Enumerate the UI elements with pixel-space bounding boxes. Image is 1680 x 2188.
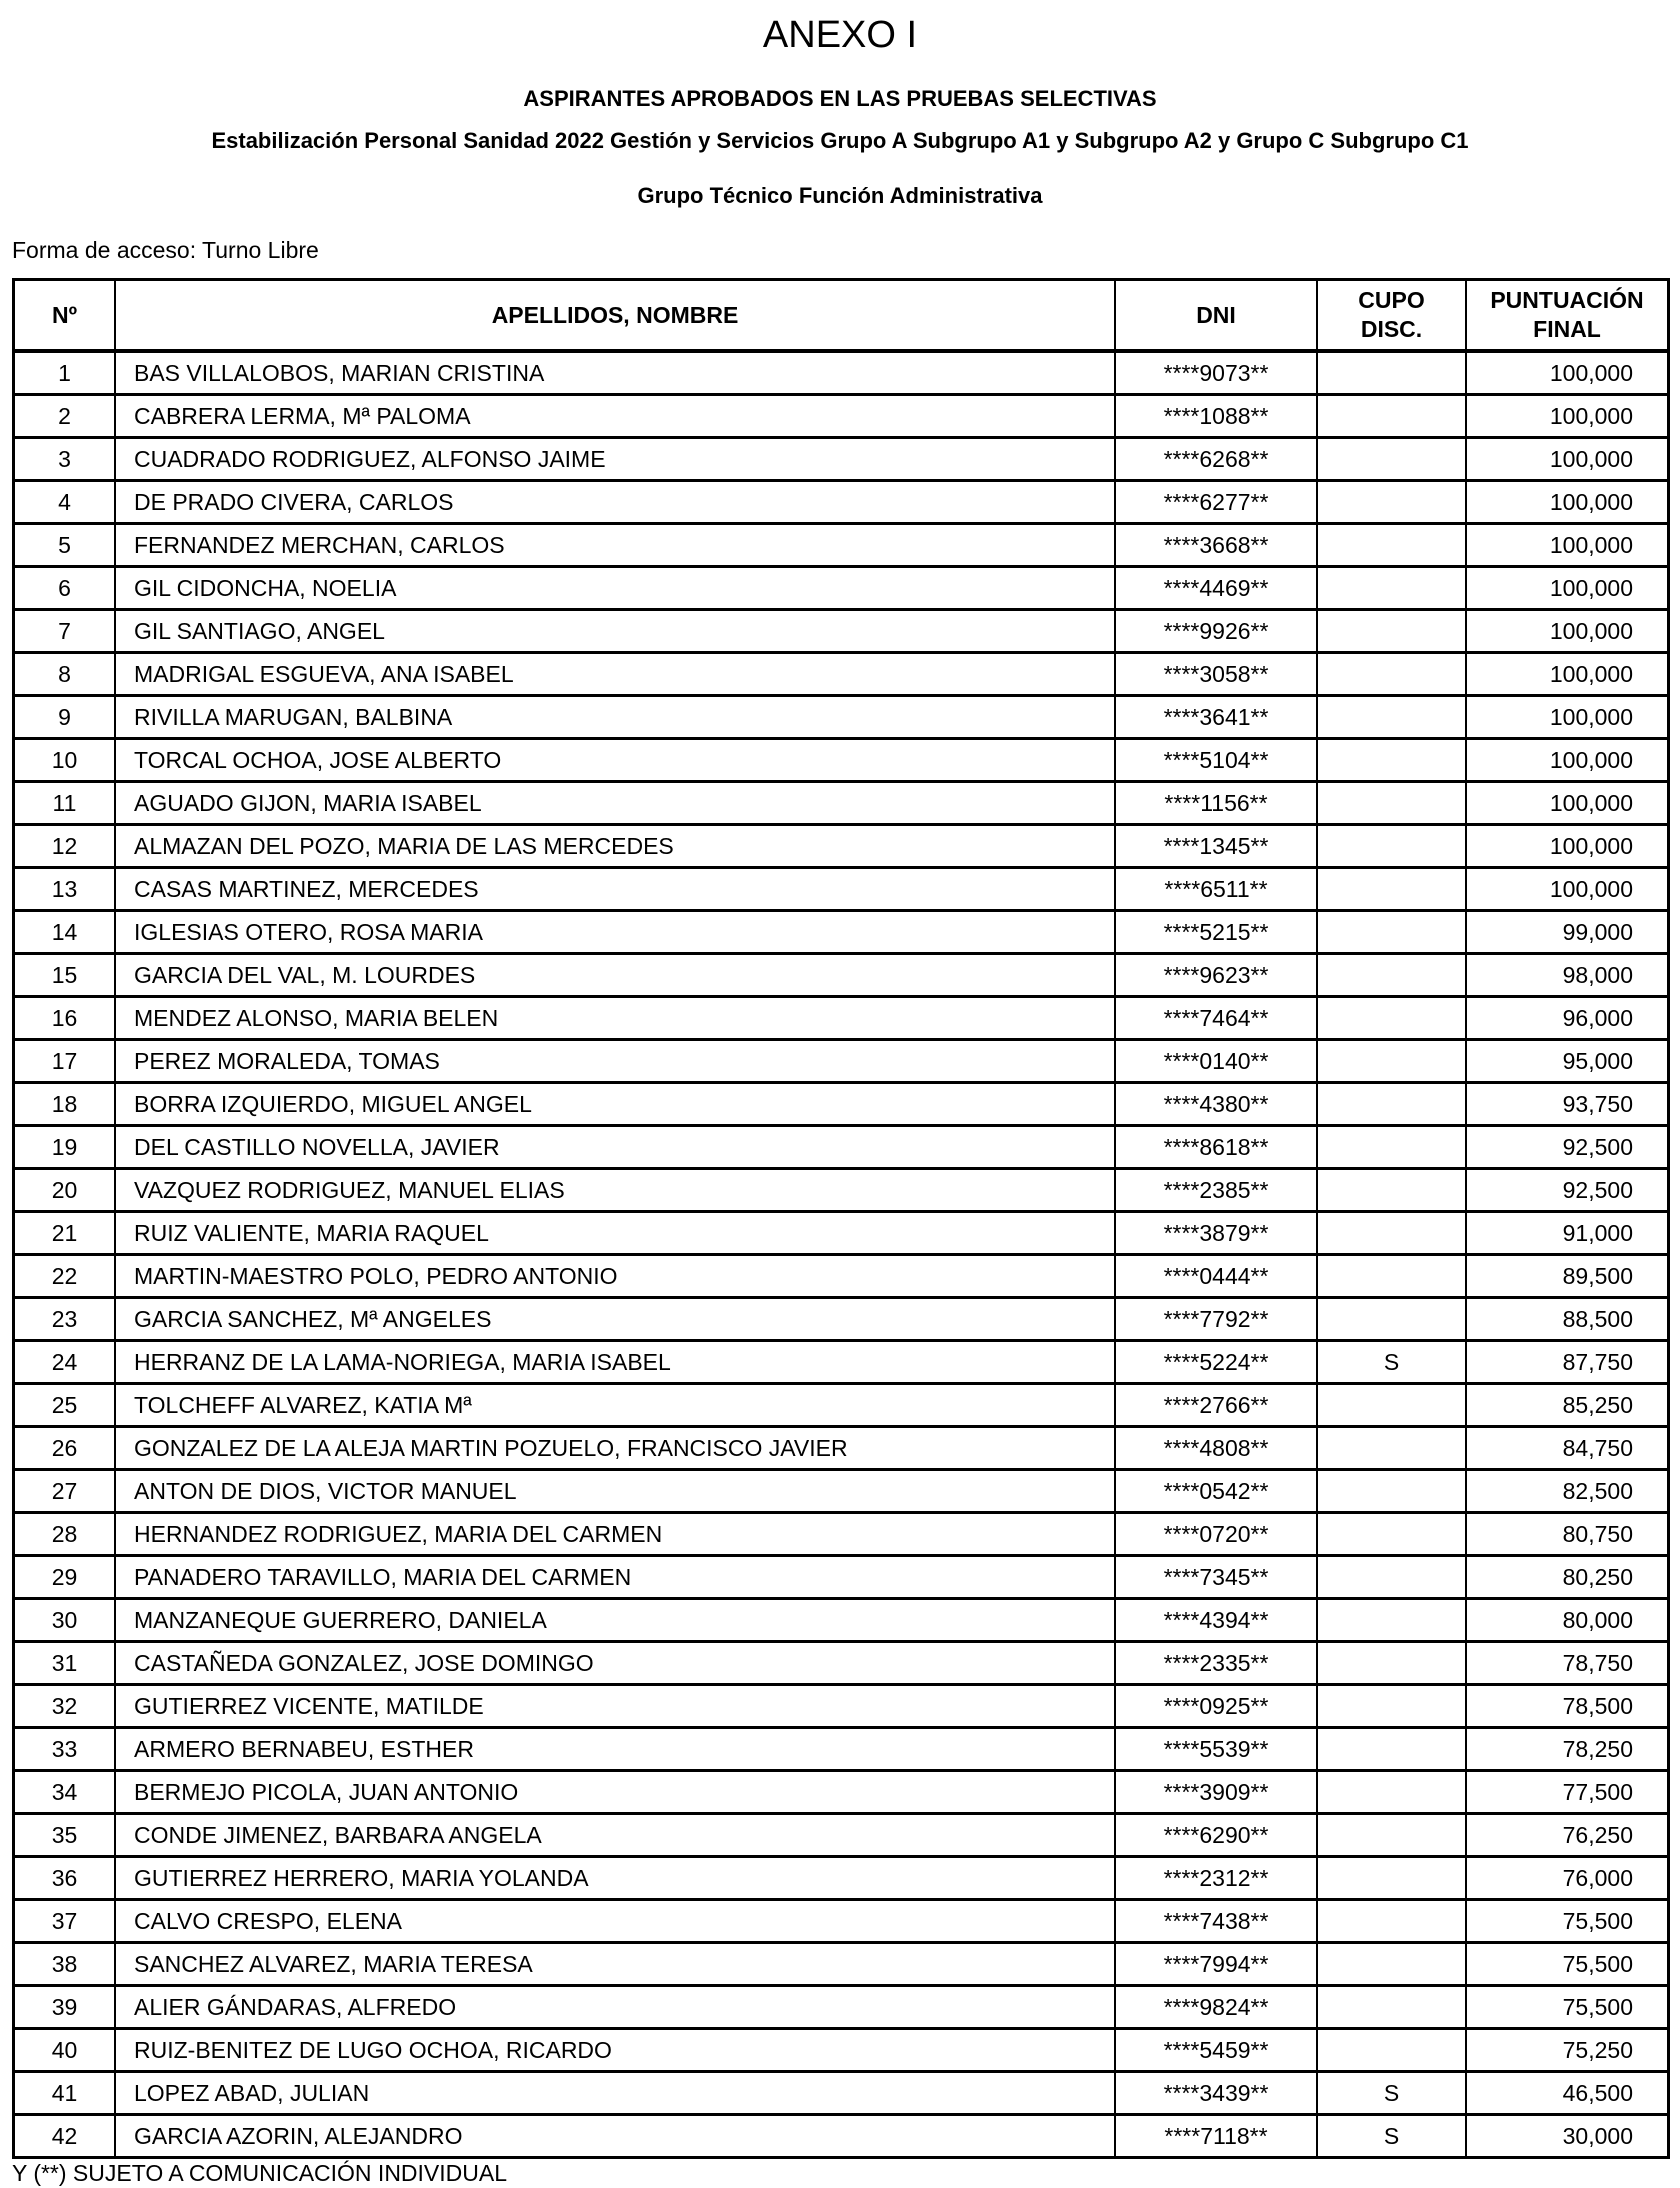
dni: ****4394** [1115,1599,1317,1642]
candidate-name: RUIZ-BENITEZ DE LUGO OCHOA, RICARDO [115,2029,1115,2072]
row-number: 1 [14,351,116,395]
header-cupo-line2: DISC. [1360,316,1423,342]
dni: ****3909** [1115,1771,1317,1814]
candidate-name: AGUADO GIJON, MARIA ISABEL [115,782,1115,825]
final-score: 77,500 [1466,1771,1669,1814]
cupo-disc [1317,481,1466,524]
final-score: 95,000 [1466,1040,1669,1083]
table-row [14,1255,1669,1298]
row-number: 17 [14,1040,116,1083]
table-row [14,438,1669,481]
row-number: 13 [14,868,116,911]
process-description: Estabilización Personal Sanidad 2022 Gestión y Servicios Grupo A Subgrupo A1 y Subgrupo A2 y Grupo C Subgrupo C1 [211,128,1469,153]
table-row [14,2072,1669,2115]
dni: ****3439** [1115,2072,1317,2115]
candidate-name: GARCIA SANCHEZ, Mª ANGELES [115,1298,1115,1341]
candidate-name: PEREZ MORALEDA, TOMAS [115,1040,1115,1083]
final-score: 98,000 [1466,954,1669,997]
candidate-name: ALIER GÁNDARAS, ALFREDO [115,1986,1115,2029]
table-row [14,1427,1669,1470]
candidate-name: VAZQUEZ RODRIGUEZ, MANUEL ELIAS [115,1169,1115,1212]
row-number: 12 [14,825,116,868]
row-number: 40 [14,2029,116,2072]
cupo-disc [1317,1814,1466,1857]
table-row [14,653,1669,696]
final-score: 75,500 [1466,1900,1669,1943]
final-score: 100,000 [1466,739,1669,782]
table-row [14,1685,1669,1728]
candidate-name: CALVO CRESPO, ELENA [115,1900,1115,1943]
cupo-disc [1317,782,1466,825]
cupo-disc [1317,1427,1466,1470]
row-number: 38 [14,1943,116,1986]
table-row [14,825,1669,868]
cupo-disc [1317,610,1466,653]
table-row [14,1341,1669,1384]
row-number: 5 [14,524,116,567]
subtitle: ASPIRANTES APROBADOS EN LAS PRUEBAS SELECTIVAS [523,86,1157,111]
final-score: 100,000 [1466,351,1669,395]
table-row [14,481,1669,524]
candidate-name: RIVILLA MARUGAN, BALBINA [115,696,1115,739]
candidate-name: ARMERO BERNABEU, ESTHER [115,1728,1115,1771]
dni: ****0444** [1115,1255,1317,1298]
dni: ****9073** [1115,351,1317,395]
final-score: 100,000 [1466,782,1669,825]
table-row [14,1556,1669,1599]
table-row [14,1083,1669,1126]
table-row [14,868,1669,911]
cupo-disc [1317,825,1466,868]
header-score-line1: PUNTUACIÓN [1490,287,1644,313]
final-score: 85,250 [1466,1384,1669,1427]
table-row [14,2029,1669,2072]
table-row [14,1169,1669,1212]
dni: ****0140** [1115,1040,1317,1083]
final-score: 30,000 [1466,2115,1669,2158]
row-number: 18 [14,1083,116,1126]
header-cupo [1317,280,1466,352]
dni: ****3879** [1115,1212,1317,1255]
cupo-disc [1317,1255,1466,1298]
row-number: 39 [14,1986,116,2029]
dni: ****2766** [1115,1384,1317,1427]
final-score: 89,500 [1466,1255,1669,1298]
dni: ****2312** [1115,1857,1317,1900]
table-row [14,1642,1669,1685]
candidate-name: MARTIN-MAESTRO POLO, PEDRO ANTONIO [115,1255,1115,1298]
cupo-disc [1317,524,1466,567]
table-row [14,782,1669,825]
row-number: 28 [14,1513,116,1556]
candidate-name: DEL CASTILLO NOVELLA, JAVIER [115,1126,1115,1169]
dni: ****7438** [1115,1900,1317,1943]
row-number: 2 [14,395,116,438]
table-row [14,1040,1669,1083]
header-score [1466,280,1669,352]
final-score: 100,000 [1466,395,1669,438]
cupo-disc [1317,954,1466,997]
candidate-name: ALMAZAN DEL POZO, MARIA DE LAS MERCEDES [115,825,1115,868]
dni: ****9824** [1115,1986,1317,2029]
cupo-disc [1317,1900,1466,1943]
dni: ****3641** [1115,696,1317,739]
row-number: 25 [14,1384,116,1427]
final-score: 78,500 [1466,1685,1669,1728]
cupo-disc [1317,1083,1466,1126]
final-score: 78,750 [1466,1642,1669,1685]
cupo-disc [1317,395,1466,438]
cupo-disc [1317,1513,1466,1556]
row-number: 7 [14,610,116,653]
table-row [14,911,1669,954]
candidate-name: FERNANDEZ MERCHAN, CARLOS [115,524,1115,567]
candidate-name: PANADERO TARAVILLO, MARIA DEL CARMEN [115,1556,1115,1599]
candidate-name: BERMEJO PICOLA, JUAN ANTONIO [115,1771,1115,1814]
final-score: 91,000 [1466,1212,1669,1255]
table-row [14,1599,1669,1642]
cupo-disc [1317,739,1466,782]
final-score: 87,750 [1466,1341,1669,1384]
row-number: 30 [14,1599,116,1642]
dni: ****0542** [1115,1470,1317,1513]
candidate-name: GUTIERREZ VICENTE, MATILDE [115,1685,1115,1728]
final-score: 100,000 [1466,610,1669,653]
candidate-name: MANZANEQUE GUERRERO, DANIELA [115,1599,1115,1642]
table-row [14,1986,1669,2029]
footnote: Y (**) SUJETO A COMUNICACIÓN INDIVIDUAL [12,2160,508,2186]
cupo-disc [1317,1384,1466,1427]
row-number: 33 [14,1728,116,1771]
row-number: 20 [14,1169,116,1212]
row-number: 29 [14,1556,116,1599]
final-score: 82,500 [1466,1470,1669,1513]
dni: ****7464** [1115,997,1317,1040]
final-score: 100,000 [1466,524,1669,567]
row-number: 23 [14,1298,116,1341]
row-number: 14 [14,911,116,954]
table-row [14,1900,1669,1943]
cupo-disc [1317,2029,1466,2072]
row-number: 36 [14,1857,116,1900]
group-name: Grupo Técnico Función Administrativa [637,183,1043,208]
cupo-disc [1317,1642,1466,1685]
table-row [14,997,1669,1040]
row-number: 24 [14,1341,116,1384]
dni: ****7994** [1115,1943,1317,1986]
table-row [14,696,1669,739]
candidate-name: BAS VILLALOBOS, MARIAN CRISTINA [115,351,1115,395]
candidate-name: IGLESIAS OTERO, ROSA MARIA [115,911,1115,954]
table-row [14,1513,1669,1556]
cupo-disc [1317,911,1466,954]
table-row [14,1126,1669,1169]
table-row [14,1728,1669,1771]
final-score: 100,000 [1466,653,1669,696]
cupo-disc [1317,1470,1466,1513]
final-score: 46,500 [1466,2072,1669,2115]
header-cupo-line1: CUPO [1358,287,1425,313]
dni: ****7345** [1115,1556,1317,1599]
table-row [14,610,1669,653]
dni: ****5224** [1115,1341,1317,1384]
candidate-name: GARCIA AZORIN, ALEJANDRO [115,2115,1115,2158]
dni: ****0925** [1115,1685,1317,1728]
header-number: Nº [14,280,116,352]
candidate-name: ANTON DE DIOS, VICTOR MANUEL [115,1470,1115,1513]
cupo-disc [1317,351,1466,395]
page-title: ANEXO I [762,14,918,56]
final-score: 92,500 [1466,1126,1669,1169]
candidate-name: GIL CIDONCHA, NOELIA [115,567,1115,610]
final-score: 78,250 [1466,1728,1669,1771]
row-number: 22 [14,1255,116,1298]
cupo-disc [1317,1986,1466,2029]
final-score: 80,750 [1466,1513,1669,1556]
cupo-disc [1317,868,1466,911]
final-score: 93,750 [1466,1083,1669,1126]
dni: ****7118** [1115,2115,1317,2158]
cupo-disc [1317,1685,1466,1728]
row-number: 21 [14,1212,116,1255]
header-name: APELLIDOS, NOMBRE [115,280,1115,352]
row-number: 8 [14,653,116,696]
final-score: 76,000 [1466,1857,1669,1900]
cupo-disc: S [1317,2072,1466,2115]
cupo-disc [1317,567,1466,610]
table-row [14,2115,1669,2158]
candidate-name: TORCAL OCHOA, JOSE ALBERTO [115,739,1115,782]
cupo-disc [1317,1040,1466,1083]
cupo-disc [1317,1298,1466,1341]
final-score: 100,000 [1466,567,1669,610]
cupo-disc [1317,1599,1466,1642]
cupo-disc [1317,1771,1466,1814]
dni: ****3668** [1115,524,1317,567]
table-row [14,1298,1669,1341]
candidate-name: CASAS MARTINEZ, MERCEDES [115,868,1115,911]
dni: ****0720** [1115,1513,1317,1556]
final-score: 75,500 [1466,1943,1669,1986]
header-score-line2: FINAL [1533,316,1601,342]
final-score: 99,000 [1466,911,1669,954]
cupo-disc [1317,1728,1466,1771]
cupo-disc [1317,1169,1466,1212]
dni: ****4380** [1115,1083,1317,1126]
table-row [14,1943,1669,1986]
final-score: 75,250 [1466,2029,1669,2072]
row-number: 37 [14,1900,116,1943]
final-score: 100,000 [1466,868,1669,911]
dni: ****7792** [1115,1298,1317,1341]
candidate-name: RUIZ VALIENTE, MARIA RAQUEL [115,1212,1115,1255]
row-number: 15 [14,954,116,997]
candidate-name: GARCIA DEL VAL, M. LOURDES [115,954,1115,997]
final-score: 80,000 [1466,1599,1669,1642]
dni: ****5459** [1115,2029,1317,2072]
final-score: 100,000 [1466,825,1669,868]
dni: ****5539** [1115,1728,1317,1771]
candidate-name: CONDE JIMENEZ, BARBARA ANGELA [115,1814,1115,1857]
row-number: 11 [14,782,116,825]
access-mode: Forma de acceso: Turno Libre [12,237,319,263]
final-score: 88,500 [1466,1298,1669,1341]
final-score: 100,000 [1466,696,1669,739]
final-score: 100,000 [1466,438,1669,481]
row-number: 34 [14,1771,116,1814]
table-row [14,739,1669,782]
table-header [14,280,1669,352]
row-number: 35 [14,1814,116,1857]
dni: ****6268** [1115,438,1317,481]
table-row [14,1857,1669,1900]
table-row [14,954,1669,997]
cupo-disc [1317,696,1466,739]
cupo-disc [1317,653,1466,696]
row-number: 42 [14,2115,116,2158]
candidate-name: CABRERA LERMA, Mª PALOMA [115,395,1115,438]
dni: ****3058** [1115,653,1317,696]
row-number: 31 [14,1642,116,1685]
table-row [14,1771,1669,1814]
candidate-name: BORRA IZQUIERDO, MIGUEL ANGEL [115,1083,1115,1126]
cupo-disc: S [1317,2115,1466,2158]
row-number: 9 [14,696,116,739]
candidate-name: MADRIGAL ESGUEVA, ANA ISABEL [115,653,1115,696]
table-row [14,395,1669,438]
cupo-disc [1317,1126,1466,1169]
header-dni: DNI [1115,280,1317,352]
dni: ****9926** [1115,610,1317,653]
dni: ****5104** [1115,739,1317,782]
table-row [14,351,1669,395]
candidate-name: LOPEZ ABAD, JULIAN [115,2072,1115,2115]
cupo-disc [1317,1212,1466,1255]
candidate-name: SANCHEZ ALVAREZ, MARIA TERESA [115,1943,1115,1986]
candidate-name: MENDEZ ALONSO, MARIA BELEN [115,997,1115,1040]
cupo-disc: S [1317,1341,1466,1384]
table-row [14,1212,1669,1255]
dni: ****2335** [1115,1642,1317,1685]
row-number: 26 [14,1427,116,1470]
final-score: 75,500 [1466,1986,1669,2029]
candidate-name: HERRANZ DE LA LAMA-NORIEGA, MARIA ISABEL [115,1341,1115,1384]
results-table [12,278,1670,2159]
final-score: 80,250 [1466,1556,1669,1599]
row-number: 27 [14,1470,116,1513]
final-score: 96,000 [1466,997,1669,1040]
row-number: 16 [14,997,116,1040]
candidate-name: GIL SANTIAGO, ANGEL [115,610,1115,653]
table-row [14,524,1669,567]
row-number: 32 [14,1685,116,1728]
candidate-name: GONZALEZ DE LA ALEJA MARTIN POZUELO, FRANCISCO JAVIER [115,1427,1115,1470]
dni: ****2385** [1115,1169,1317,1212]
row-number: 19 [14,1126,116,1169]
dni: ****6511** [1115,868,1317,911]
cupo-disc [1317,997,1466,1040]
dni: ****1088** [1115,395,1317,438]
table-row [14,1470,1669,1513]
row-number: 41 [14,2072,116,2115]
final-score: 92,500 [1466,1169,1669,1212]
cupo-disc [1317,438,1466,481]
table-row [14,567,1669,610]
candidate-name: HERNANDEZ RODRIGUEZ, MARIA DEL CARMEN [115,1513,1115,1556]
row-number: 6 [14,567,116,610]
candidate-name: CUADRADO RODRIGUEZ, ALFONSO JAIME [115,438,1115,481]
dni: ****5215** [1115,911,1317,954]
dni: ****4808** [1115,1427,1317,1470]
dni: ****8618** [1115,1126,1317,1169]
cupo-disc [1317,1556,1466,1599]
dni: ****9623** [1115,954,1317,997]
row-number: 4 [14,481,116,524]
final-score: 84,750 [1466,1427,1669,1470]
cupo-disc [1317,1943,1466,1986]
final-score: 76,250 [1466,1814,1669,1857]
row-number: 10 [14,739,116,782]
row-number: 3 [14,438,116,481]
dni: ****4469** [1115,567,1317,610]
cupo-disc [1317,1857,1466,1900]
dni: ****6277** [1115,481,1317,524]
candidate-name: GUTIERREZ HERRERO, MARIA YOLANDA [115,1857,1115,1900]
table-row [14,1814,1669,1857]
dni: ****1345** [1115,825,1317,868]
candidate-name: TOLCHEFF ALVAREZ, KATIA Mª [115,1384,1115,1427]
dni: ****6290** [1115,1814,1317,1857]
dni: ****1156** [1115,782,1317,825]
table-row [14,1384,1669,1427]
final-score: 100,000 [1466,481,1669,524]
candidate-name: DE PRADO CIVERA, CARLOS [115,481,1115,524]
candidate-name: CASTAÑEDA GONZALEZ, JOSE DOMINGO [115,1642,1115,1685]
